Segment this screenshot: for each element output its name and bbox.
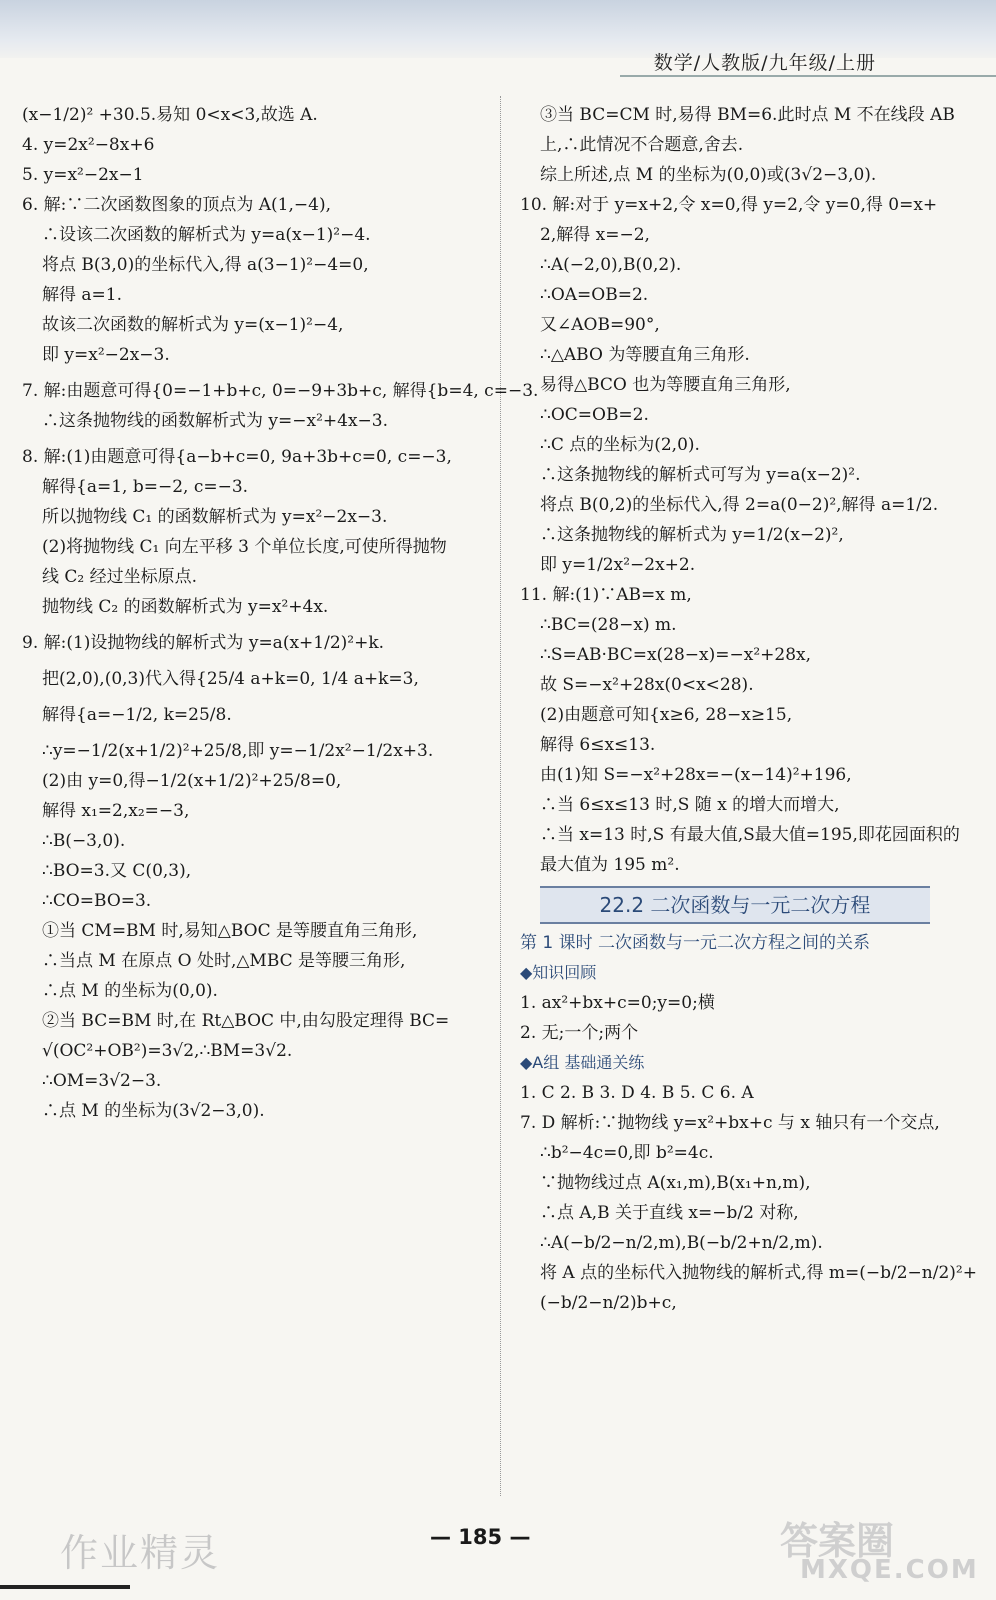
answer-line: 即 y=1/2x²−2x+2. bbox=[540, 555, 696, 575]
answer-line: 所以抛物线 C₁ 的函数解析式为 y=x²−2x−3. bbox=[42, 507, 388, 527]
answer-line: ∴y=−1/2(x+1/2)²+25/8,即 y=−1/2x²−1/2x+3. bbox=[42, 741, 434, 761]
answer-line: ∴A(−2,0),B(0,2). bbox=[540, 255, 682, 275]
group-item: 将 A 点的坐标代入抛物线的解析式,得 m=(−b/2−n/2)²+ bbox=[540, 1263, 977, 1283]
answer-4: 4. y=2x²−8x+6 bbox=[22, 135, 155, 155]
answer-line: ∴点 M 的坐标为(0,0). bbox=[42, 981, 218, 1001]
answer-line: 由(1)知 S=−x²+28x=−(x−14)²+196, bbox=[540, 765, 852, 785]
answer-line: 解得 6≤x≤13. bbox=[540, 735, 656, 755]
group-item: ∵抛物线过点 A(x₁,m),B(x₁+n,m), bbox=[540, 1173, 811, 1193]
watermark-right: 答案圈 bbox=[780, 1519, 895, 1563]
answer-line: ∴这条抛物线的解析式为 y=1/2(x−2)², bbox=[540, 525, 844, 545]
answer-line: 故 S=−x²+28x(0<x<28). bbox=[540, 675, 754, 695]
right-column bbox=[520, 100, 980, 1318]
answer-line: 解得{a=1, b=−2, c=−3. bbox=[42, 477, 249, 497]
answer-6: 6. 解:∵二次函数图象的顶点为 A(1,−4), bbox=[22, 195, 331, 215]
group-item: ∴b²−4c=0,即 b²=4c. bbox=[540, 1143, 714, 1163]
answer-line: ∴B(−3,0). bbox=[42, 831, 126, 851]
answer-line: 上,∴此情况不合题意,舍去. bbox=[540, 135, 744, 155]
answer-5: 5. y=x²−2x−1 bbox=[22, 165, 144, 185]
answer-line: (2)由 y=0,得−1/2(x+1/2)²+25/8=0, bbox=[42, 771, 342, 791]
group-item: ∴点 A,B 关于直线 x=−b/2 对称, bbox=[540, 1203, 799, 1223]
column-divider bbox=[500, 96, 501, 1496]
group-item: ∴A(−b/2−n/2,m),B(−b/2+n/2,m). bbox=[540, 1233, 823, 1253]
answer-line: ∴设该二次函数的解析式为 y=a(x−1)²−4. bbox=[42, 225, 371, 245]
answer-line: ①当 CM=BM 时,易知△BOC 是等腰直角三角形, bbox=[42, 921, 418, 941]
answer-line: ②当 BC=BM 时,在 Rt△BOC 中,由勾股定理得 BC= bbox=[42, 1011, 450, 1031]
answer-line: 把(2,0),(0,3)代入得{25/4 a+k=0, 1/4 a+k=3, bbox=[42, 669, 419, 689]
answer-line: ∴BC=(28−x) m. bbox=[540, 615, 677, 635]
answer-line: 故该二次函数的解析式为 y=(x−1)²−4, bbox=[42, 315, 344, 335]
watermark-left: 作业精灵 bbox=[60, 1531, 221, 1575]
answer-line: 抛物线 C₂ 的函数解析式为 y=x²+4x. bbox=[42, 597, 329, 617]
header-rule bbox=[620, 75, 996, 77]
answer-line: 易得△BCO 也为等腰直角三角形, bbox=[540, 375, 791, 395]
knowledge-item: 1. ax²+bx+c=0;y=0;横 bbox=[520, 993, 715, 1013]
answer-line: ∴这条抛物线的函数解析式为 y=−x²+4x−3. bbox=[42, 411, 389, 431]
group-heading: ◆A组 基础通关练 bbox=[520, 1053, 645, 1072]
left-column bbox=[22, 100, 539, 1126]
knowledge-heading: ◆知识回顾 bbox=[520, 963, 597, 982]
watermark-right-url: MXQE.COM bbox=[800, 1555, 979, 1585]
answer-line: √(OC²+OB²)=3√2,∴BM=3√2. bbox=[42, 1041, 293, 1061]
answer-line: 解得 x₁=2,x₂=−3, bbox=[42, 801, 190, 821]
answer-9: 9. 解:(1)设抛物线的解析式为 y=a(x+1/2)²+k. bbox=[22, 633, 385, 653]
answer-line: 最大值为 195 m². bbox=[540, 855, 680, 875]
answer-line: 即 y=x²−2x−3. bbox=[42, 345, 170, 365]
answer-line: ∴△ABO 为等腰直角三角形. bbox=[540, 345, 750, 365]
lesson-title: 第 1 课时 二次函数与一元二次方程之间的关系 bbox=[520, 933, 871, 953]
answer-10: 10. 解:对于 y=x+2,令 x=0,得 y=2,令 y=0,得 0=x+ bbox=[520, 195, 938, 215]
answer-line: 将点 B(3,0)的坐标代入,得 a(3−1)²−4=0, bbox=[42, 255, 369, 275]
answer-line: ∴这条抛物线的解析式可写为 y=a(x−2)². bbox=[540, 465, 861, 485]
group-item: (−b/2−n/2)b+c, bbox=[540, 1293, 677, 1313]
answer-7: 7. 解:由题意可得{0=−1+b+c, 0=−9+3b+c, 解得{b=4, c=−3. bbox=[22, 381, 539, 401]
answer-line: (2)将抛物线 C₁ 向左平移 3 个单位长度,可使所得抛物 bbox=[42, 537, 447, 557]
answer-11: 11. 解:(1)∵AB=x m, bbox=[520, 585, 692, 605]
answer-line: (2)由题意可知{x≥6, 28−x≥15, bbox=[540, 705, 793, 725]
answer-line: ∴C 点的坐标为(2,0). bbox=[540, 435, 700, 455]
answer-line: 解得 a=1. bbox=[42, 285, 123, 305]
answer-line: ∴BO=3.又 C(0,3), bbox=[42, 861, 192, 881]
answer-line: ③当 BC=CM 时,易得 BM=6.此时点 M 不在线段 AB bbox=[540, 105, 955, 125]
answer-line: ∴OA=OB=2. bbox=[540, 285, 649, 305]
answer-line: 解得{a=−1/2, k=25/8. bbox=[42, 705, 232, 725]
answer-line: 又∠AOB=90°, bbox=[540, 315, 660, 335]
answer-line: ∴OM=3√2−3. bbox=[42, 1071, 162, 1091]
answer-line: ∴当点 M 在原点 O 处时,△MBC 是等腰三角形, bbox=[42, 951, 406, 971]
page-number: — 185 — bbox=[430, 1525, 531, 1549]
answer-line: ∴当 6≤x≤13 时,S 随 x 的增大而增大, bbox=[540, 795, 840, 815]
answer-line: ∴CO=BO=3. bbox=[42, 891, 152, 911]
group-item: 7. D 解析:∵抛物线 y=x²+bx+c 与 x 轴只有一个交点, bbox=[520, 1113, 940, 1133]
answer-line: ∴当 x=13 时,S 有最大值,S最大值=195,即花园面积的 bbox=[540, 825, 960, 845]
answer-8: 8. 解:(1)由题意可得{a−b+c=0, 9a+3b+c=0, c=−3, bbox=[22, 447, 452, 467]
answer-line: 线 C₂ 经过坐标原点. bbox=[42, 567, 198, 587]
answer-line: 2,解得 x=−2, bbox=[540, 225, 650, 245]
answer-line: ∴S=AB·BC=x(28−x)=−x²+28x, bbox=[540, 645, 812, 665]
knowledge-item: 2. 无;一个;两个 bbox=[520, 1023, 639, 1043]
answer-line: ∴点 M 的坐标为(3√2−3,0). bbox=[42, 1101, 265, 1121]
answer-line: (x−1/2)² +30.5.易知 0<x<3,故选 A. bbox=[22, 105, 318, 125]
bottom-bar bbox=[0, 1585, 130, 1589]
header-subject: 数学/人教版/九年级/上册 bbox=[653, 52, 876, 74]
answer-line: 综上所述,点 M 的坐标为(0,0)或(3√2−3,0). bbox=[540, 165, 877, 185]
answer-line: 将点 B(0,2)的坐标代入,得 2=a(0−2)²,解得 a=1/2. bbox=[540, 495, 939, 515]
section-title: 22.2 二次函数与一元二次方程 bbox=[540, 886, 930, 924]
group-item: 1. C 2. B 3. D 4. B 5. C 6. A bbox=[520, 1083, 754, 1103]
answer-line: ∴OC=OB=2. bbox=[540, 405, 649, 425]
